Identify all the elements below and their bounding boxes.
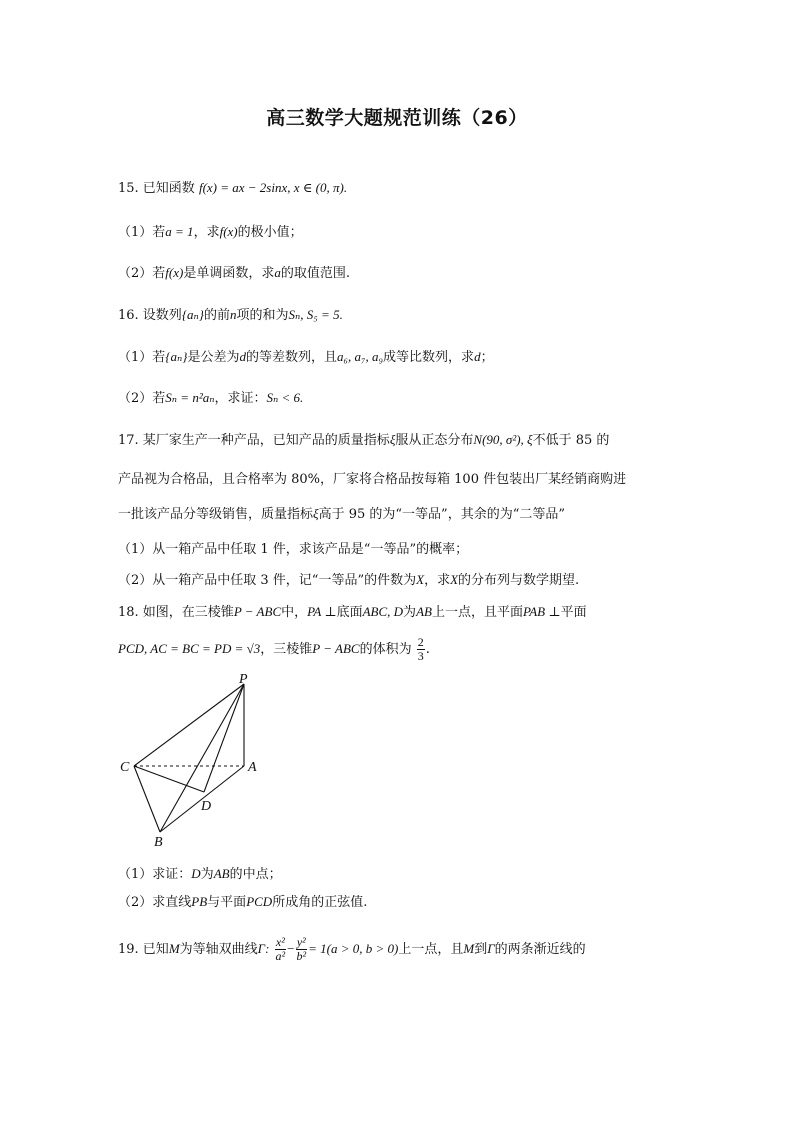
volume-fraction — [417, 636, 425, 663]
text: （2）若 — [118, 391, 166, 406]
math: AB — [213, 866, 230, 881]
edge-pd — [204, 684, 244, 792]
q18-line1 — [118, 602, 587, 623]
q16-part2 — [118, 388, 303, 409]
text: （1）若 — [118, 225, 166, 240]
math: D — [191, 866, 201, 881]
math: PCD — [246, 894, 273, 909]
text: （1）若 — [118, 350, 166, 365]
math: N(90, σ²), ξ — [473, 432, 533, 447]
frac-den: 3 — [417, 649, 424, 663]
text: （2）若 — [118, 266, 166, 281]
label-p: P — [239, 672, 248, 687]
text: （1）求证： — [118, 867, 192, 882]
text: 的取值范围. — [280, 266, 350, 281]
q16-part1 — [118, 347, 494, 368]
math: a = 1 — [165, 224, 194, 239]
math: d — [239, 349, 246, 364]
text: 的中点； — [229, 867, 282, 882]
math: X — [416, 572, 425, 587]
text: 的极小值； — [237, 225, 303, 240]
text: ，求证： — [214, 391, 267, 406]
text: 项的和为 — [236, 308, 289, 323]
math: {aₙ} — [165, 349, 188, 364]
tetrahedron-figure — [110, 672, 270, 847]
label-d: D — [201, 799, 212, 814]
q15-function: f(x) = ax − 2sinx, x ∈ (0, π). — [198, 180, 348, 195]
text: 到 — [474, 942, 488, 957]
math: f(x) — [219, 224, 238, 239]
math: Γ — [487, 941, 495, 956]
label-b: B — [154, 835, 163, 847]
math: d — [474, 349, 481, 364]
math: AB — [416, 604, 432, 619]
text: . — [425, 642, 430, 657]
math: ABC, D — [362, 604, 404, 619]
text: （2）求直线 — [118, 895, 192, 910]
frac-den: b² — [296, 949, 307, 963]
text: 一批该产品分等级销售，质量指标 — [118, 507, 314, 522]
label-c: C — [120, 760, 130, 775]
math: ξ — [313, 506, 319, 521]
math: PAB ⊥ — [522, 604, 561, 619]
math: X — [450, 572, 459, 587]
frac-den: a² — [275, 949, 286, 963]
math: Sₙ, S₅ = 5. — [288, 307, 343, 322]
text: 底面 — [336, 605, 363, 620]
text: 上一点，且平面 — [431, 605, 523, 620]
text: ，求 — [193, 225, 220, 240]
text: 与平面 — [207, 895, 247, 910]
q17-line2: 产品视为合格品，且合格率为 80%，厂家将合格品按每箱 100 件包装出厂某经销商购进 — [118, 472, 627, 487]
text: 18. 如图，在三棱锥 — [118, 605, 234, 620]
text: ； — [480, 350, 494, 365]
q15-label: 15. 已知函数 — [118, 181, 195, 196]
edge-pc — [134, 684, 244, 766]
text: 是公差为 — [187, 350, 240, 365]
text: 平面 — [560, 605, 587, 620]
text: 的分布列与数学期望. — [458, 573, 580, 588]
q18-part2 — [118, 892, 367, 913]
y-fraction — [296, 936, 308, 963]
text: 不低于 85 的 — [532, 433, 610, 448]
text: 16. 设数列 — [118, 308, 182, 323]
q15-part1 — [118, 222, 303, 243]
math: {aₙ} — [181, 307, 204, 322]
q17-part1: （1）从一箱产品中任取 1 件，求该产品是“一等品”的概率； — [118, 542, 469, 557]
text: 为 — [403, 605, 417, 620]
edge-cd — [134, 766, 204, 792]
q16-stem — [118, 305, 343, 326]
text: ，求 — [424, 573, 451, 588]
text: 19. 已知 — [118, 942, 169, 957]
math: n — [230, 307, 237, 322]
text: 服从正态分布 — [395, 433, 474, 448]
x-fraction — [275, 936, 287, 963]
frac-num: y² — [296, 935, 306, 949]
math: PB — [191, 894, 208, 909]
text: 的等差数列，且 — [245, 350, 337, 365]
q19-line1: 19. 已知M为等轴双曲线Γ: $\frac{\text{x²}}{\text{a²}}$ − $\frac{\text{y²}}{\text{b²}}$ = 1(a > 0, b > 0)上一点，且M到Γ的两条渐近线的 — [118, 935, 586, 963]
edge-cb — [134, 766, 160, 832]
text: 为等轴双曲线 — [179, 942, 258, 957]
label-a: A — [248, 760, 257, 775]
math: f(x) — [165, 265, 184, 280]
text: 中， — [281, 605, 308, 620]
frac-num: 2 — [417, 635, 424, 649]
math: M — [463, 941, 475, 956]
math: P − ABC — [312, 641, 360, 656]
q17-part2 — [118, 570, 579, 591]
q17-line3 — [118, 504, 565, 525]
text: 成等比数列，求 — [383, 350, 475, 365]
math: P − ABC — [233, 604, 282, 619]
math: Sₙ = n²aₙ — [165, 390, 215, 405]
text: 为 — [200, 867, 214, 882]
text: 是单调函数，求 — [183, 266, 275, 281]
text: 的体积为 — [359, 642, 412, 657]
math: Γ: — [257, 941, 270, 956]
math: a — [274, 265, 281, 280]
math: ξ — [389, 432, 396, 447]
text: ，三棱锥 — [260, 642, 313, 657]
q15-stem — [118, 178, 347, 199]
text: 所成角的正弦值. — [272, 895, 368, 910]
text: 上一点，且 — [398, 942, 464, 957]
q18-part1 — [118, 864, 282, 885]
math: PA ⊥ — [307, 604, 337, 619]
text: 高于 95 的为“一等品”，其余的为“二等品” — [318, 507, 565, 522]
q18-line2 — [118, 632, 430, 667]
math: M — [168, 941, 180, 956]
math: = 1(a > 0, b > 0) — [308, 941, 399, 956]
text: 的两条渐近线的 — [494, 942, 586, 957]
text: 17. 某厂家生产一种产品，已知产品的质量指标 — [118, 433, 390, 448]
math: PCD, AC = BC = PD = √3 — [118, 641, 261, 656]
page-title: 高三数学大题规范训练（26） — [266, 107, 528, 129]
text: （2）从一箱产品中任取 3 件，记“一等品”的件数为 — [118, 573, 417, 588]
frac-num: x² — [275, 935, 285, 949]
math: a₆, a₇, a₉ — [336, 349, 384, 364]
text: 的前 — [203, 308, 230, 323]
q17-line1 — [118, 430, 609, 451]
math: Sₙ < 6. — [266, 390, 304, 405]
q15-part2 — [118, 263, 350, 284]
